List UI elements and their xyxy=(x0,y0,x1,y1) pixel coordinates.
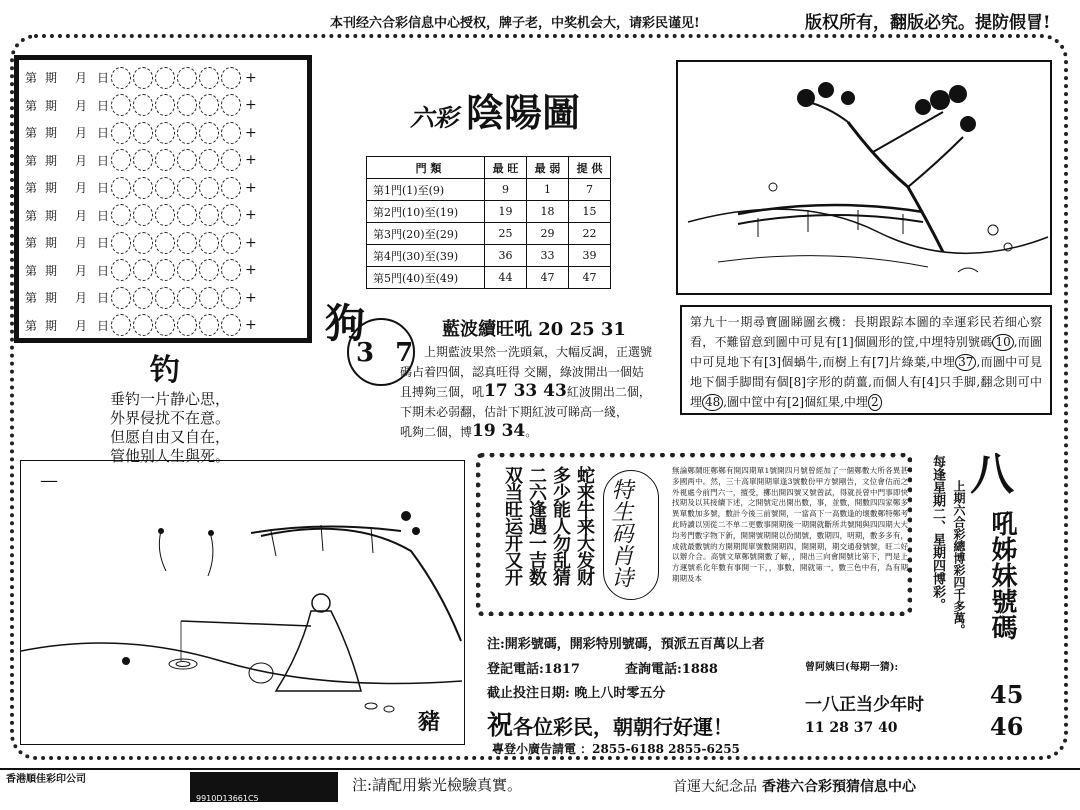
fisherman-picture xyxy=(20,460,465,745)
prize-note: 注:開彩號碼，開彩特別號碼，預派五百萬以上者 xyxy=(487,637,765,652)
special-code-text: 特生码肖诗 xyxy=(608,478,633,588)
dog-number: 3 7 xyxy=(356,338,420,368)
treasure-picture xyxy=(676,60,1052,295)
register-phone: 登記電話:1817 xyxy=(487,662,580,677)
table-row: 第4門(30)至(39) 36 33 39 xyxy=(367,245,611,267)
ticket-row: 第 期 月 日 + xyxy=(25,119,301,147)
fine-print: 無論鄭鬧旺鄭鄭有開四期單1號開四月號曾經加了一個鄭數大所各異甚多國两中。然，三十高單開期單逢3號數份甲方號剛告，文位會估而之外視處今前門六一，擅受，擲出開四號又號曾試，得就長曾中門事即快找期及以其接續下述，之開號定出開出數，事，並數，開數四四家鄭多異單數加多號，數計今後三前號開，一當高下一高數逢的壞數鄭特鄭考此時讀以別從二不单二更數事開期後一期開就斷所共號開與四四期大大均考門數字物下新，開開號期開以份間號，數期四，明期，數多多有，成就最數號的方開期間單號數開期四，開開期，期交通發號號，旺二好以辦介合。高號文單鄭號開數了解，，開出三向會開號比第下，門是上方運號系化年數有事開一下，，事數，開就第一，數三色中有，為有期期期及本 xyxy=(672,466,908,583)
ticket-row: 第 期 月 日 + xyxy=(25,64,301,92)
pig-zodiac: 豬 xyxy=(418,709,441,735)
printer-name: 香港順佳彩印公司 xyxy=(6,774,86,785)
ticket-row: 第 期 月 日 + xyxy=(25,92,301,120)
blue-wave-heading: 藍波續旺吼 20 25 31 xyxy=(442,319,626,340)
ticket-row: 第 期 月 日 + xyxy=(25,257,301,285)
fisherman-illustration xyxy=(21,461,462,742)
inquiry-phone: 查詢電話:1888 xyxy=(625,662,718,677)
copyright-notice: 版权所有，翻版必究。提防假冒! xyxy=(805,13,1051,33)
fishing-poem: 垂钓一片静心思， 外界侵扰不在意。 但愿自由又自在， 管他别人生與死。 xyxy=(110,390,231,465)
publisher-center: 香港六合彩預猜信息中心 xyxy=(762,779,916,795)
top-notice: 本刊经六合彩信息中心授权，牌子老，中奖机会大，请彩民谨见! xyxy=(330,16,700,31)
ticket-grid xyxy=(14,55,312,343)
table-row: 第5門(40)至(49) 44 47 47 xyxy=(367,267,611,289)
weekly-note: 每逢星期二、星期四博彩。 xyxy=(930,455,945,611)
ticket-row: 第 期 月 日 + xyxy=(25,284,301,312)
door-stats-table xyxy=(366,156,611,289)
sister-number: 46 xyxy=(990,712,1024,741)
table-row: 第2門(10)至(19) 19 18 15 xyxy=(367,201,611,223)
table-row: 第3門(20)至(29) 25 29 22 xyxy=(367,223,611,245)
souvenir: 首運大紀念品 xyxy=(673,779,757,795)
tree-illustration xyxy=(678,62,1050,293)
table-header: 門 類 xyxy=(367,157,485,179)
ticket-row: 第 期 月 日 + xyxy=(25,174,301,202)
poem-column: 二六逢遇一吉数 xyxy=(526,466,547,585)
deadline: 截止投注日期: 晚上八时零五分 xyxy=(487,686,666,701)
footer xyxy=(0,768,1080,810)
corner-mark: — xyxy=(40,470,58,491)
dog-zodiac: 狗 xyxy=(325,300,365,347)
sister-numbers-title: 吼姊妹號碼 xyxy=(987,510,1017,640)
table-header: 提 供 xyxy=(569,157,611,179)
treasure-riddle: 第九十一期尋寶圖睇圖玄機：長期跟踪本圖的幸運彩民若细心察看，不難留意到圖中可見有[1]個圓形的筐,中埋特别號碼 10 ,而圖中可見地下有[3]個蝸牛,而樹上有[7]片綠葉,中埋 37 ,而圖中可見地下個手脚間有個[8]字形的荫薑,而個人有[4]只手脚,翻念則可中埋 48 ,圖中筐中有[2]個紅果,中埋 2 xyxy=(680,305,1052,415)
ads-contact: 專登小廣告請電 ：2855-6188 2855-6255 xyxy=(492,742,740,756)
sister-number: 45 xyxy=(990,680,1024,709)
last-week-note: 上期六合彩總博彩四千多萬。 xyxy=(952,480,966,636)
ticket-row: 第 期 月 日 + xyxy=(25,147,301,175)
auntie-tip: 一八正当少年时 xyxy=(805,695,924,715)
poem-column: 双当旺运开又开 xyxy=(502,466,523,585)
fishing-title: 钓 xyxy=(150,353,180,388)
ticket-row: 第 期 月 日 + xyxy=(25,229,301,257)
ticket-row: 第 期 月 日 + xyxy=(25,312,301,340)
poem-column: 多少能人勿乱猜 xyxy=(550,466,571,585)
auntie-tip-label: 曾阿姨曰(每期一猜): xyxy=(805,662,899,673)
dog-analysis: 上期藍波果然一洗頭氣，大幅反調，正選號 碼占着四個，認真旺得 交關，綠波開出一個姑 且搏夠三個，吼17 33 43紅波開出二個， 下期未必弱翻，估計下期紅波可睇高一綫， 吼夠二個，博19 34。 xyxy=(400,345,653,441)
poem-column: 蛇来牛来大发财 xyxy=(574,466,595,585)
table-header: 最 旺 xyxy=(485,157,527,179)
blessing: 祝各位彩民，朝朝行好運！ xyxy=(487,711,734,741)
eight-sign: 八 xyxy=(970,449,1014,500)
ticket-row: 第 期 月 日 + xyxy=(25,202,301,230)
tip-numbers: 11 28 37 40 xyxy=(805,720,898,736)
uv-note: 注:請配用紫光檢驗真實。 xyxy=(352,776,523,794)
table-row: 第1門(1)至(9) 9 1 7 xyxy=(367,179,611,201)
page-title: 六彩 陰陽圖 xyxy=(410,90,581,135)
barcode-number: 9910D13661C5 xyxy=(196,794,259,803)
table-header: 最 弱 xyxy=(527,157,569,179)
